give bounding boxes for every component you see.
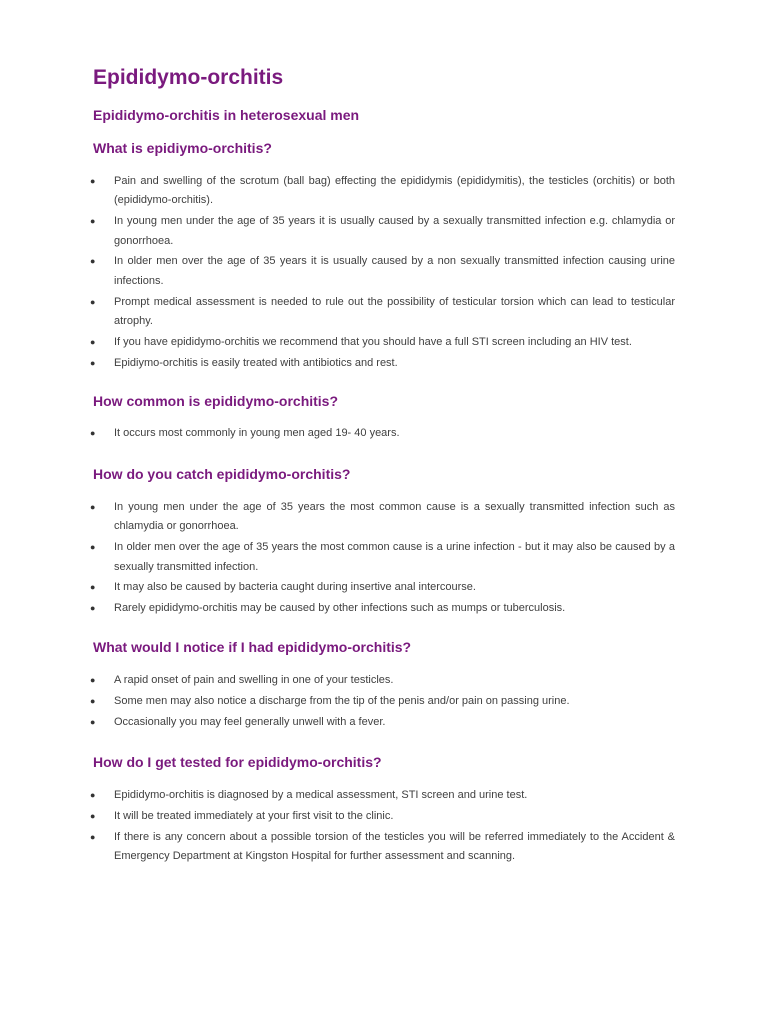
list-item [90,498,675,537]
bullet-icon: ● [90,810,96,821]
list-item [90,713,675,732]
list-item-text: Epididymo-orchitis is diagnosed by a medical assessment, STI screen and urine test. [114,789,528,801]
bullet-list-what-is [90,172,675,374]
bullet-icon: ● [90,603,96,614]
bullet-icon: ● [90,716,96,727]
bullet-icon: ● [90,502,96,512]
list-item-text: If you have epididymo-orchitis we recommend that you should have a full STI screen including an HIV test. [114,335,632,348]
list-item-text: In older men over the age of 35 years the most common cause is a urine infection - but it may also be caused by a sexually transmitted infection. [114,541,675,573]
list-item-text: It will be treated immediately at your first visit to the clinic. [114,809,394,822]
list-item-text: It occurs most commonly in young men aged 19- 40 years. [114,427,400,439]
list-item [90,293,675,332]
list-item-text: Some men may also notice a discharge from the tip of the penis and/or pain on passing urine. [114,694,570,707]
bullet-icon: ● [90,176,96,186]
bullet-icon: ● [90,790,96,800]
list-item-text: In older men over the age of 35 years it is usually caused by a non sexually transmitted infection causing urine infections. [114,255,675,287]
list-item [90,252,675,291]
section-heading-what-is: What is epidiymo-orchitis? [93,140,272,156]
page-subtitle: Epididymo-orchitis in heterosexual men [93,107,360,123]
section-heading-testing: How do I get tested for epididymo-orchitis? [93,754,382,770]
bullet-icon: ● [90,542,96,553]
list-item [90,578,675,597]
list-item [90,599,675,618]
list-item-text: Rarely epididymo-orchitis may be caused by other infections such as mumps or tuberculosis. [114,602,566,615]
bullet-icon: ● [90,831,96,842]
list-item [90,671,675,690]
section-heading-symptoms: What would I notice if I had epididymo-orchitis? [93,639,412,655]
bullet-list-symptoms [90,671,675,733]
bullet-list-how-catch [90,498,675,620]
list-item-text: In young men under the age of 35 years the most common cause is a sexually transmitted infection such as chlamydia or gonorrhoea. [114,501,675,533]
list-item [90,692,675,711]
list-item [90,212,675,251]
bullet-icon: ● [90,357,96,368]
bullet-icon: ● [90,582,96,593]
bullet-icon: ● [90,216,96,227]
list-item-text: Prompt medical assessment is needed to rule out the possibility of testicular torsion which can lead to testicular atrophy. [114,295,675,328]
bullet-icon: ● [90,336,96,347]
bullet-list-how-common [90,424,675,445]
list-item-text: If there is any concern about a possible torsion of the testicles you will be referred immediately to the Accident & Emergency Department at Kingston Hospital for further assessment and scanning. [114,830,675,862]
list-item [90,786,675,805]
bullet-icon: ● [90,675,96,685]
bullet-icon: ● [90,296,96,307]
list-item-text: In young men under the age of 35 years it is usually caused by a sexually transmitted infection e.g. chlamydia or gonorrhoea. [114,215,675,247]
page-title: Epididymo-orchitis [93,66,284,89]
bullet-icon: ● [90,256,96,267]
list-item-text: It may also be caused by bacteria caught during insertive anal intercourse. [114,581,476,594]
section-heading-how-common: How common is epididymo-orchitis? [93,393,339,409]
list-item [90,172,675,211]
list-item [90,538,675,577]
list-item-text: Epidiymo-orchitis is easily treated with antibiotics and rest. [114,356,398,369]
list-item-text: Occasionally you may feel generally unwell with a fever. [114,715,386,728]
list-item [90,828,675,867]
list-item [90,333,675,352]
bullet-icon: ● [90,428,96,438]
bullet-list-testing [90,786,675,868]
list-item-text: Pain and swelling of the scrotum (ball bag) effecting the epididymis (epididymitis), the testicles (orchitis) or both (epididymo-orchitis). [114,175,675,207]
list-item [90,354,675,373]
bullet-icon: ● [90,695,96,706]
section-heading-how-catch: How do you catch epididymo-orchitis? [93,466,351,482]
list-item-text: A rapid onset of pain and swelling in one of your testicles. [114,674,394,686]
list-item [90,424,675,443]
list-item [90,807,675,826]
